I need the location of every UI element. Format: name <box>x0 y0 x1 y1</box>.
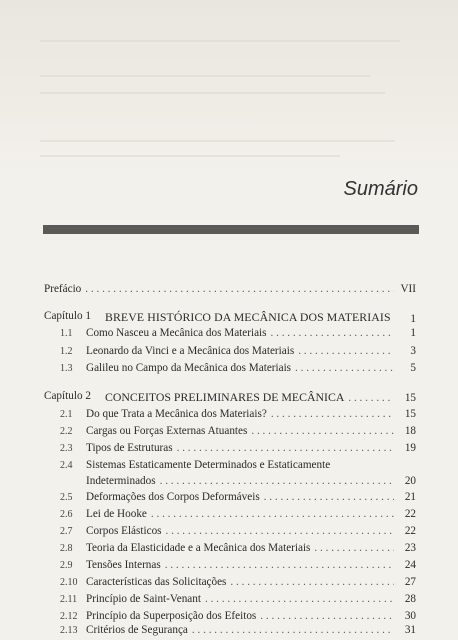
page-number: 15 <box>404 392 416 404</box>
toc-entry[interactable] <box>86 408 416 420</box>
page-number: 18 <box>404 425 416 437</box>
ghost-line <box>40 92 385 94</box>
entry-label-continued: Indeterminados <box>86 475 156 487</box>
ghost-line <box>40 75 370 77</box>
leader-dots <box>298 345 394 357</box>
entry-label: Princípio de Saint-Venant <box>86 593 201 605</box>
page-number: 31 <box>404 624 416 636</box>
page-number: 23 <box>404 542 416 554</box>
leader-dots <box>165 559 394 571</box>
toc-entry[interactable] <box>86 593 416 605</box>
page-number: 19 <box>404 442 416 454</box>
section-number: 2.1 <box>60 409 73 420</box>
toc-entry[interactable] <box>86 624 416 636</box>
section-number: 1.1 <box>60 328 73 339</box>
leader-dots <box>264 491 394 503</box>
toc-entry[interactable] <box>86 525 416 537</box>
section-number: 2.10 <box>60 577 78 588</box>
entry-label: Cargas ou Forças Externas Atuantes <box>86 425 248 437</box>
page-number: 1 <box>410 327 416 339</box>
page-number: 30 <box>404 610 416 622</box>
section-number: 2.9 <box>60 560 73 571</box>
entry-label[interactable]: Sistemas Estaticamente Determinados e Estaticamente <box>86 459 331 471</box>
page-number: 15 <box>404 408 416 420</box>
page-number: 28 <box>404 593 416 605</box>
section-number: 2.4 <box>60 460 73 471</box>
leader-dots <box>205 593 394 605</box>
leader-dots <box>166 525 394 537</box>
page-number: 5 <box>410 362 416 374</box>
leader-dots <box>177 442 394 454</box>
page-number: 20 <box>404 475 416 487</box>
ghost-line <box>40 140 395 142</box>
entry-label: Deformações dos Corpos Deformáveis <box>86 491 260 503</box>
page-number: 22 <box>404 508 416 520</box>
leader-dots <box>160 475 394 487</box>
section-number: 2.12 <box>60 611 78 622</box>
chapter-label: Capítulo 2 <box>44 390 91 402</box>
entry-label: Como Nasceu a Mecânica dos Materiais <box>86 327 267 339</box>
page-title: Sumário <box>343 178 418 200</box>
leader-dots <box>230 576 394 588</box>
section-number: 2.8 <box>60 543 73 554</box>
toc-entry[interactable] <box>86 542 416 554</box>
page-number: 24 <box>404 559 416 571</box>
toc-entry[interactable] <box>86 610 416 622</box>
ghost-line <box>40 40 400 42</box>
toc-entry[interactable] <box>86 576 416 588</box>
entry-label: Do que Trata a Mecânica dos Materiais? <box>86 408 267 420</box>
toc-entry[interactable] <box>86 475 416 487</box>
section-number: 1.3 <box>60 363 73 374</box>
entry-label: Lei de Hooke <box>86 508 147 520</box>
toc-entry[interactable] <box>86 327 416 339</box>
entry-label: Leonardo da Vinci e a Mecânica dos Materiais <box>86 345 295 357</box>
leader-dots <box>192 624 394 636</box>
entry-label: Critérios de Segurança <box>86 624 188 636</box>
section-number: 1.2 <box>60 346 73 357</box>
leader-dots <box>295 362 394 374</box>
leader-dots <box>314 542 394 554</box>
toc-entry[interactable] <box>86 425 416 437</box>
toc-entry[interactable] <box>86 491 416 503</box>
toc-entry[interactable] <box>86 559 416 571</box>
entry-label: Tipos de Estruturas <box>86 442 173 454</box>
chapter-title: CONCEITOS PRELIMINARES DE MECÂNICA <box>105 390 345 404</box>
section-number: 2.13 <box>60 625 78 636</box>
title-rule <box>43 225 419 234</box>
section-number: 2.7 <box>60 526 73 537</box>
page-number: 27 <box>404 576 416 588</box>
leader-dots <box>251 425 394 437</box>
leader-dots <box>271 408 394 420</box>
toc-entry-preface[interactable] <box>44 283 416 295</box>
chapter-title[interactable]: BREVE HISTÓRICO DA MECÂNICA DOS MATERIAIS <box>105 310 391 324</box>
entry-label: Corpos Elásticos <box>86 525 162 537</box>
leader-dots <box>271 327 395 339</box>
page-number: 21 <box>404 491 416 503</box>
toc-entry[interactable] <box>86 442 416 454</box>
leader-dots <box>151 508 394 520</box>
leader-dots <box>260 610 394 622</box>
entry-label: Características das Solicitações <box>86 576 227 588</box>
chapter-title-entry[interactable] <box>105 390 416 405</box>
section-number: 2.6 <box>60 509 73 520</box>
leader-dots <box>348 392 394 404</box>
page-number: 3 <box>410 345 416 357</box>
section-number: 2.3 <box>60 443 73 454</box>
entry-label: Tensões Internas <box>86 559 161 571</box>
show-through-area <box>0 0 458 175</box>
toc-entry[interactable] <box>86 362 416 374</box>
section-number: 2.11 <box>60 594 78 605</box>
ghost-line <box>40 155 340 157</box>
chapter-page: 1 <box>410 313 416 325</box>
page-number: 22 <box>404 525 416 537</box>
entry-label: Teoria da Elasticidade e a Mecânica dos Materiais <box>86 542 311 554</box>
entry-label: Galileu no Campo da Mecânica dos Materiais <box>86 362 292 374</box>
entry-label: Princípio da Superposição dos Efeitos <box>86 610 257 622</box>
toc-entry[interactable] <box>86 345 416 357</box>
section-number: 2.2 <box>60 426 73 437</box>
entry-label: Prefácio <box>44 283 82 295</box>
section-number: 2.5 <box>60 492 73 503</box>
leader-dots <box>85 283 394 295</box>
chapter-label: Capítulo 1 <box>44 310 91 322</box>
toc-entry[interactable] <box>86 508 416 520</box>
page-number: VII <box>400 283 416 295</box>
